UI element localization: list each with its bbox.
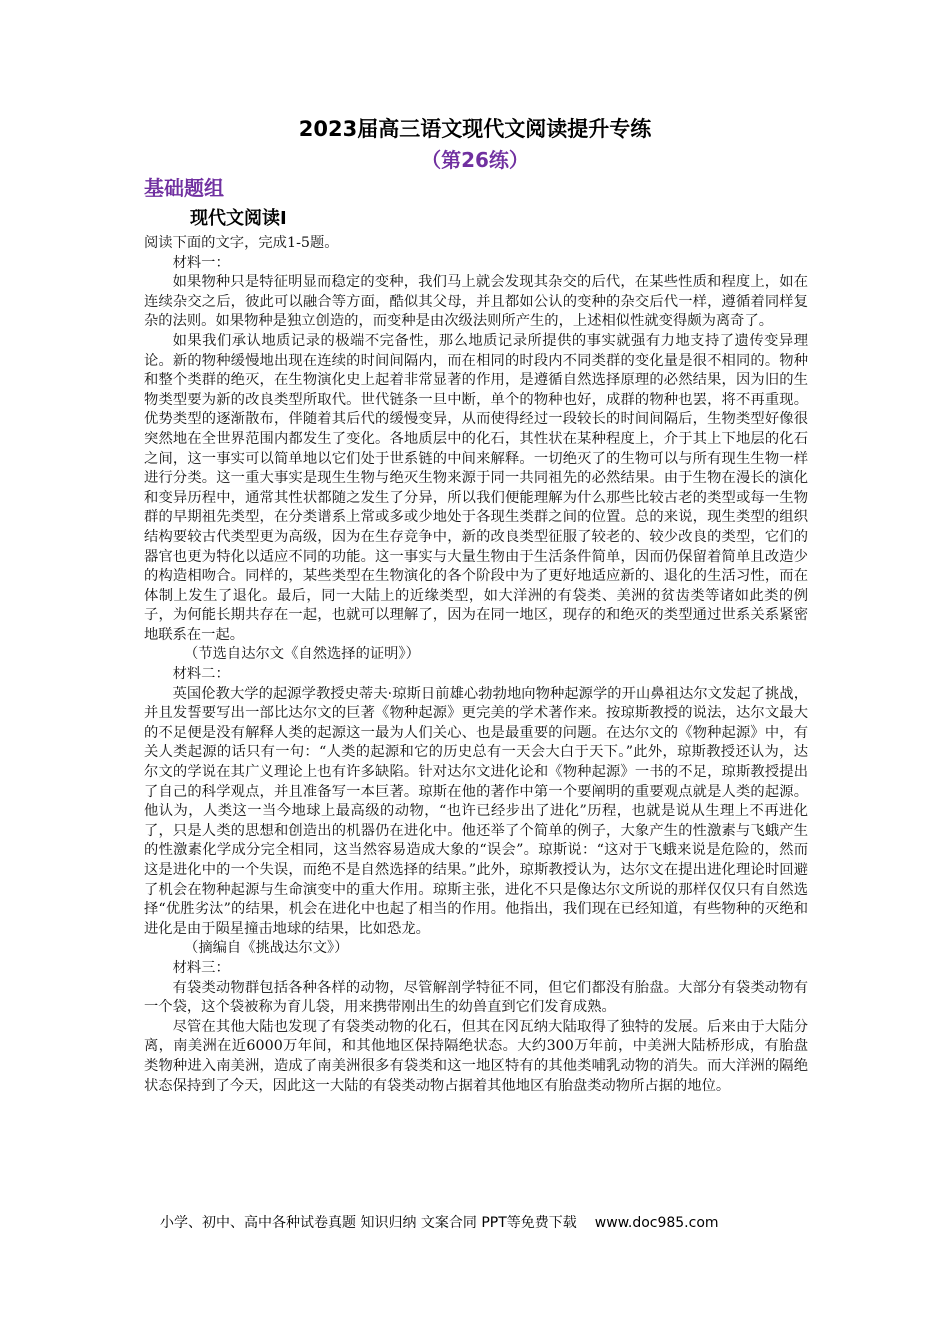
page-footer <box>160 1213 800 1233</box>
section-heading: 基础题组 <box>144 176 224 200</box>
instruction: 阅读下面的文字，完成1-5题。 <box>144 235 339 251</box>
material2-label: 材料二： <box>172 666 230 683</box>
footer-text: 小学、初中、高中各种试卷真题 知识归纳 文案合同 PPT等免费下载 <box>160 1215 577 1231</box>
material3-paragraph-1: 有袋类动物群包括各种各样的动物，尽管解剖学特征不同，但它们都没有胎盘。大部分有袋类动物有一个袋，这个袋被称为育儿袋，用来携带刚出生的幼兽直到它们发育成熟。 <box>144 979 808 1016</box>
material2-paragraph-1: 英国伦教大学的起源学教授史蒂夫·琼斯日前雄心勃勃地向物种起源学的开山鼻祖达尔文发起了挑战，并且发誓要写出一部比达尔文的巨著《物种起源》更完美的学术著作来。按琼斯教授的说法，达尔文最大的不足便是没有解释人类的起源这一最为人们关心、也是最重要的问题。在达尔文的《物种起源》中，有关人类起源的话只有一句：“人类的起源和它的历史总有一天会大白于天下。”此外，琼斯教授还认为，达尔文的学说在其广义理论上也有许多缺陷。针对达尔文进化论和《物种起源》一书的不足，琼斯教授提出了自己的科学观点，并且准备写一本巨著。琼斯在他的著作中第一个要阐明的重要观点就是人类的起源。他认为，人类这一当今地球上最高级的动物，“也许已经步出了进化”历程，也就是说从生理上不再进化了，只是人类的思想和创造出的机器仍在进化中。他还举了个简单的例子，大象产生的性激素与飞蛾产生的性激素化学成分完全相同，这当然容易造成大象的“误会”。琼斯说：“这对于飞蛾来说是危险的，然而这是进化中的一个失误，而绝不是自然选择的结果。”此外，琼斯教授认为，达尔文在提出进化理论时回避了机会在物种起源与生命演变中的重大作用。琼斯主张，进化不只是像达尔文所说的那样仅仅只有自然选择“优胜劣汰”的结果，机会在进化中也起了相当的作用。他指出，我们现在已经知道，有些物种的灭绝和进化是由于陨星撞击地球的结果，比如恐龙。 <box>144 685 808 937</box>
document-subtitle: （第26练） <box>421 148 529 172</box>
document-title: 2023届高三语文现代文阅读提升专练 <box>298 117 652 141</box>
material1-paragraph-2: 如果我们承认地质记录的极端不完备性，那么地质记录所提供的事实就强有力地支持了遗传变异理论。新的物种缓慢地出现在连续的时间间隔内，而在相同的时段内不同类群的变化量是很不相同的。物种和整个类群的绝灭，在生物演化史上起着非常显著的作用，是遵循自然选择原理的必然结果，因为旧的生物类型要为新的改良类型所取代。世代链条一旦中断，单个的物种也好，成群的物种也罢，将不再重现。优势类型的逐渐散布，伴随着其后代的缓慢变异，从而使得经过一段较长的时间间隔后，生物类型好像很突然地在全世界范围内都发生了变化。各地质层中的化石，其性状在某种程度上，介于其上下地层的化石之间，这一事实可以简单地以它们处于世系链的中间来解释。一切绝灭了的生物可以与所有现生生物一样进行分类。这一重大事实是现生生物与绝灭生物来源于同一共同祖先的必然结果。由于生物在漫长的演化和变异历程中，通常其性状都随之发生了分异，所以我们便能理解为什么那些比较古老的类型或每一生物群的早期祖先类型，在分类谱系上常或多或少地处于各现生类群之间的位置。总的来说，现生类型的组织结构要较古代类型更为高级，因为在生存竞争中，新的改良类型征服了较老的、较少改良的类型，它们的器官也更为特化以适应不同的功能。这一事实与大量生物由于生活条件简单，因而仍保留着简单且改造少的构造相吻合。同样的，某些类型在生物演化的各个阶段中为了更好地适应新的、退化的生活习性，而在体制上发生了退化。最后，同一大陆上的近缘类型，如大洋洲的有袋类、美洲的贫齿类等诸如此类的例子，为何能长期共存在一起，也就可以理解了，因为在同一地区，现存的和绝灭的类型通过世系关系紧密地联系在一起。 <box>144 332 808 643</box>
material1-label: 材料一： <box>172 254 230 271</box>
material2-source: （摘编自《挑战达尔文》） <box>184 940 349 957</box>
reading-heading: 现代文阅读Ⅰ <box>190 208 287 229</box>
material1-source: （节选自达尔文《自然选择的证明》） <box>184 646 420 663</box>
material3-paragraph-2: 尽管在其他大陆也发现了有袋类动物的化石，但其在冈瓦纳大陆取得了独特的发展。后来由于大陆分离，南美洲在近6000万年间，和其他地区保持隔绝状态。大约300万年前，中美洲大陆桥形成，有胎盘类物种进入南美洲，造成了南美洲很多有袋类和这一地区特有的其他类哺乳动物的消失。而大洋洲的隔绝状态保持到了今天，因此这一大陆的有袋类动物占据着其他地区有胎盘类动物所占据的地位。 <box>144 1018 808 1094</box>
article-body <box>144 234 808 1096</box>
footer-site-link[interactable]: www.doc985.com <box>594 1215 719 1231</box>
material1-paragraph-1: 如果物种只是特征明显而稳定的变种，我们马上就会发现其杂交的后代，在某些性质和程度上，如在连续杂交之后，彼此可以融合等方面，酷似其父母，并且都如公认的变种的杂交后代一样，遵循着同样复杂的法则。如果物种是独立创造的，而变种是由次级法则所产生的，上述相似性就变得颇为离奇了。 <box>144 274 808 330</box>
material3-label: 材料三： <box>172 959 230 976</box>
